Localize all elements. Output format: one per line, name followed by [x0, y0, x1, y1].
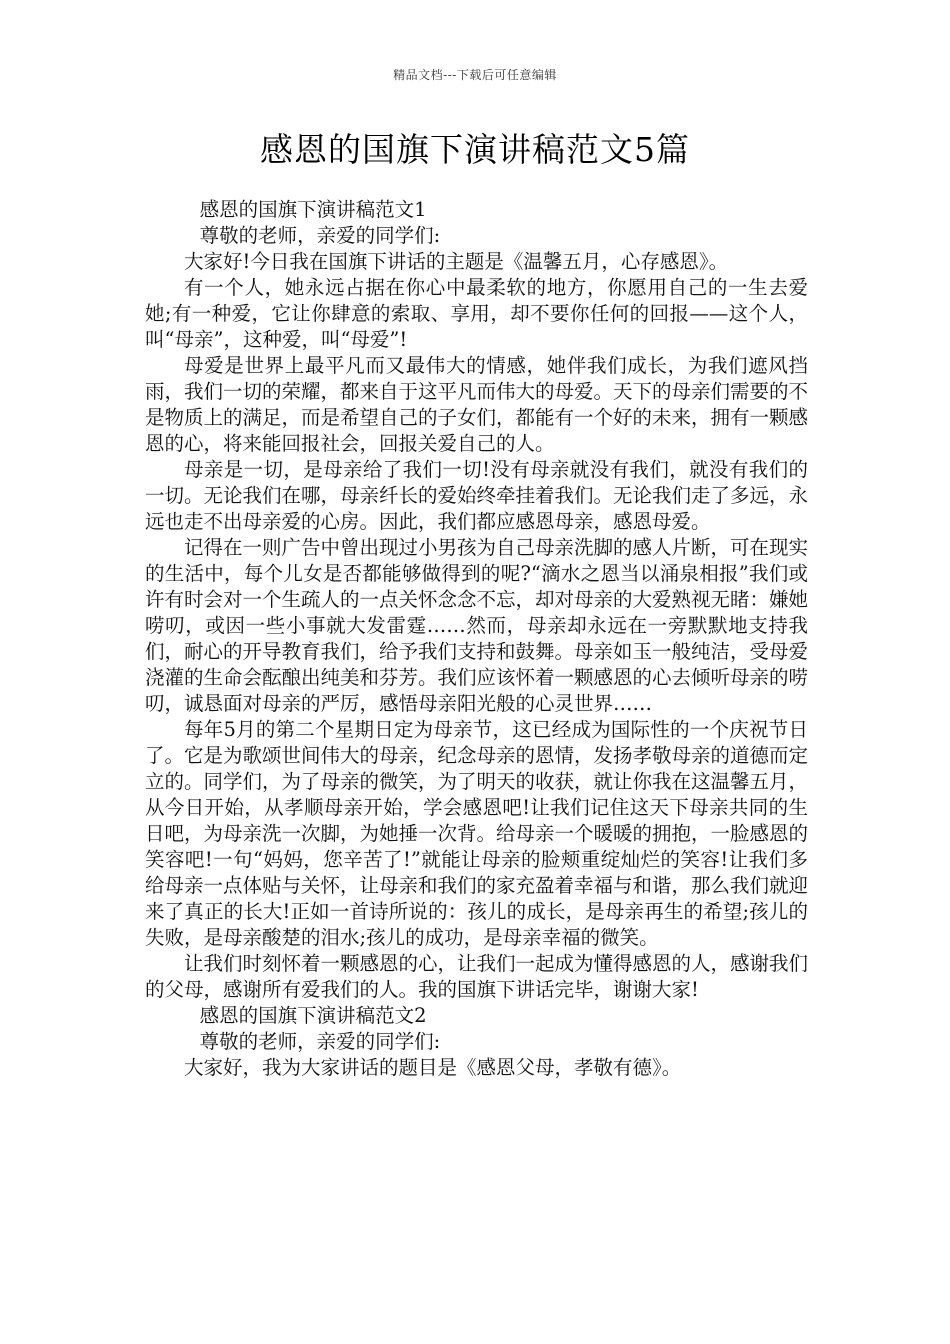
page-header-note: 精品文档---下载后可任意编辑: [393, 68, 557, 82]
body-paragraph: 母爱是世界上最平凡而又最伟大的情感，她伴我们成长，为我们遮风挡雨，我们一切的荣耀，都来自于这平凡而伟大的母爱。天下的母亲们需要的不是物质上的满足，而是希望自己的子女们，都能有一个好的未来，拥有一颗感恩的心，将来能回报社会，回报关爱自己的人。: [145, 354, 809, 455]
salutation: 尊敬的老师，亲爱的同学们:: [199, 1030, 441, 1053]
body-paragraph: 大家好，我为大家讲话的题目是《感恩父母，孝敬有德》。: [184, 1056, 682, 1079]
section-heading: 感恩的国旗下演讲稿范文2: [199, 1004, 427, 1027]
body-paragraph: 让我们时刻怀着一颗感恩的心，让我们一起成为懂得感恩的人，感谢我们的父母，感谢所有爱我们的人。我的国旗下讲话完毕，谢谢大家!: [145, 952, 809, 1001]
body-paragraph: 有一个人，她永远占据在你心中最柔软的地方，你愿用自己的一生去爱她;有一种爱，它让你肆意的索取、享用，却不要你任何的回报——这个人，叫“母亲”，这种爱，叫“母爱”!: [145, 276, 808, 351]
section-heading: 感恩的国旗下演讲稿范文1: [199, 198, 427, 221]
salutation: 尊敬的老师，亲爱的同学们:: [199, 224, 441, 247]
document-body: [145, 197, 808, 1081]
body-paragraph: 每年5月的第二个星期日定为母亲节，这已经成为国际性的一个庆祝节日了。它是为歌颂世间伟大的母亲，纪念母亲的恩情，发扬孝敬母亲的道德而定立的。同学们，为了母亲的微笑，为了明天的收获，就让你我在这温馨五月，从今日开始，从孝顺母亲开始，学会感恩吧!让我们记住这天下母亲共同的生日吧，为母亲洗一次脚，为她捶一次背。给母亲一个暖暖的拥抱，一脸感恩的笑容吧!一句“妈妈，您辛苦了!”就能让母亲的脸颊重绽灿烂的笑容!让我们多给母亲一点体贴与关怀，让母亲和我们的家充盈着幸福与和谐，那么我们就迎来了真正的长大!正如一首诗所说的：孩儿的成长，是母亲再生的希望;孩儿的失败，是母亲酸楚的泪水;孩儿的成功，是母亲幸福的微笑。: [145, 718, 809, 949]
body-paragraph: 记得在一则广告中曾出现过小男孩为自己母亲洗脚的感人片断，可在现实的生活中，每个儿女是否都能够做得到的呢?“滴水之恩当以涌泉相报”我们或许有时会对一个生疏人的一点关怀念念不忘，却对母亲的大爱熟视无睹：嫌她唠叨，或因一些小事就大发雷霆……然而，母亲却永远在一旁默默地支持我们，耐心的开导教育我们，给予我们支持和鼓舞。母亲如玉一般纯洁，受母爱浇灌的生命会酝酿出纯美和芬芳。我们应该怀着一颗感恩的心去倾听母亲的唠叨，诚恳面对母亲的严厉，感悟母亲阳光般的心灵世界……: [145, 536, 809, 715]
body-paragraph: 大家好!今日我在国旗下讲话的主题是《温馨五月，心存感恩》。: [184, 250, 729, 273]
body-paragraph: 母亲是一切，是母亲给了我们一切!没有母亲就没有我们，就没有我们的一切。无论我们在哪，母亲纤长的爱始终牵挂着我们。无论我们走了多远，永远也走不出母亲爱的心房。因此，我们都应感恩母亲，感恩母爱。: [145, 458, 809, 533]
document-title: 感恩的国旗下演讲稿范文5篇: [260, 130, 690, 169]
